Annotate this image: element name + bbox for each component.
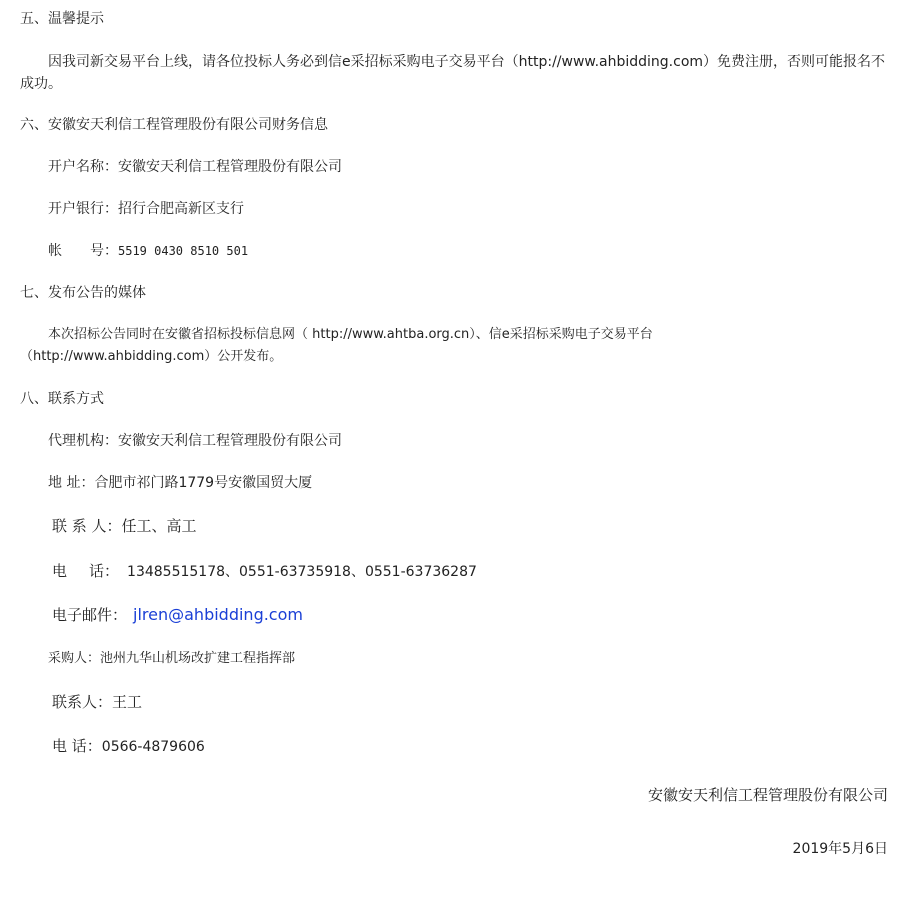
phone-label-b: 话： xyxy=(89,562,120,580)
agency: 代理机构：安徽安天利信工程管理股份有限公司 xyxy=(48,433,342,449)
contact-label: 联 系 人： xyxy=(52,517,122,535)
email-label: 电子邮件： xyxy=(52,606,128,624)
address: 地 址：合肥市祁门路1779号安徽国贸大厦 xyxy=(48,475,313,491)
contact-row xyxy=(52,516,197,536)
section-8-heading: 八、联系方式 xyxy=(20,391,104,407)
section-7-heading: 七、发布公告的媒体 xyxy=(20,285,146,301)
purchaser-contact: 联系人：王工 xyxy=(52,693,143,711)
media-line-1: 本次招标公告同时在安徽省招标投标信息网（ http://www.ahtba.org.cn）、信e采招标采购电子交易平台 xyxy=(48,327,653,342)
purchaser: 采购人：池州九华山机场改扩建工程指挥部 xyxy=(48,651,296,666)
email-row xyxy=(52,605,303,625)
footer-company: 安徽安天利信工程管理股份有限公司 xyxy=(647,786,888,804)
account-number-row xyxy=(48,241,248,261)
account-label-a: 帐 xyxy=(48,243,62,259)
phone-value: 13485515178、0551-63735918、0551-63736287 xyxy=(127,564,477,580)
purchaser-phone-row xyxy=(52,736,205,757)
contact-value: 任工、高工 xyxy=(121,517,197,535)
purchaser-phone-label: 电 话： xyxy=(52,737,102,755)
footer-date: 2019年5月6日 xyxy=(792,841,888,857)
email-link[interactable]: jlren@ahbidding.com xyxy=(133,605,303,624)
account-number: 5519 0430 8510 501 xyxy=(118,244,249,258)
phone-row xyxy=(52,561,477,582)
account-label-b: 号： xyxy=(90,243,118,259)
bank-name: 开户银行：招行合肥高新区支行 xyxy=(48,201,244,217)
section-6-heading: 六、安徽安天利信工程管理股份有限公司财务信息 xyxy=(20,117,328,133)
account-name: 开户名称：安徽安天利信工程管理股份有限公司 xyxy=(48,159,342,175)
phone-label-a: 电 xyxy=(52,562,68,580)
media-line-2: （http://www.ahbidding.com）公开发布。 xyxy=(20,349,283,364)
purchaser-phone-value: 0566-4879606 xyxy=(101,739,205,755)
section-5-heading: 五、温馨提示 xyxy=(20,11,104,27)
section-5-paragraph: 因我司新交易平台上线，请各位投标人务必到信e采招标采购电子交易平台（http://www.ahbidding.com）免费注册，否则可能报名不成功。 xyxy=(20,54,886,92)
